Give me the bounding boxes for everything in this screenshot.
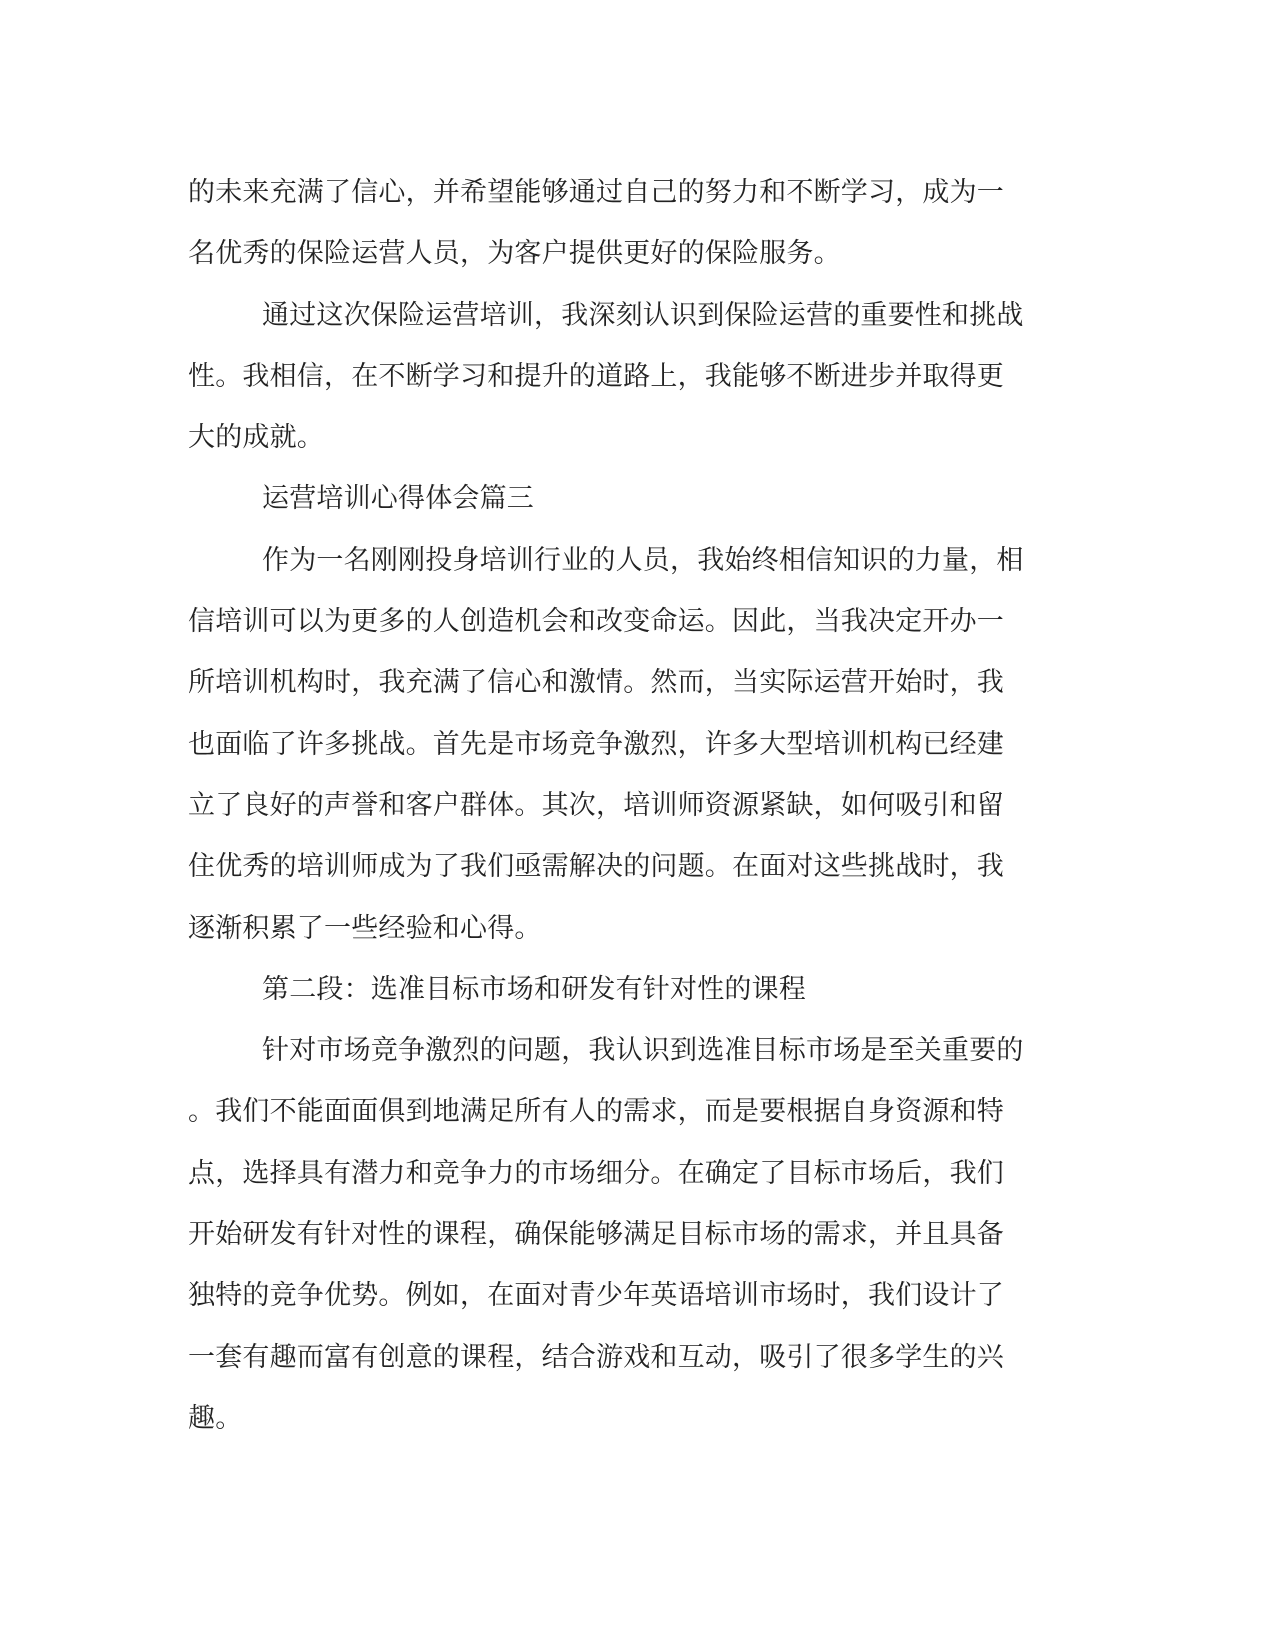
text-line: 的未来充满了信心，并希望能够通过自己的努力和不断学习，成为一: [188, 177, 1004, 208]
text-line: 作为一名刚刚投身培训行业的人员，我始终相信知识的力量，相: [262, 544, 1024, 576]
text-line: 。我们不能面面俱到地满足所有人的需求，而是要根据自身资源和特: [188, 1096, 1004, 1128]
text-line: 逐渐积累了一些经验和心得。: [188, 912, 542, 944]
text-line: 性。我相信，在不断学习和提升的道路上，我能够不断进步并取得更: [188, 360, 1004, 392]
text-line: 所培训机构时，我充满了信心和激情。然而，当实际运营开始时，我: [188, 667, 1004, 699]
document-body: [188, 162, 1068, 1449]
text-line: 趣。: [188, 1402, 243, 1434]
text-line: 住优秀的培训师成为了我们亟需解决的问题。在面对这些挑战时，我: [188, 851, 1004, 883]
text-line: 一套有趣而富有创意的课程，结合游戏和互动，吸引了很多学生的兴: [188, 1341, 1004, 1373]
text-line: 开始研发有针对性的课程，确保能够满足目标市场的需求，并且具备: [188, 1219, 1004, 1251]
text-line: 针对市场竞争激烈的问题，我认识到选准目标市场是至关重要的: [262, 1035, 1024, 1067]
text-line: 名优秀的保险运营人员，为客户提供更好的保险服务。: [188, 238, 841, 270]
text-line: 也面临了许多挑战。首先是市场竞争激烈，许多大型培训机构已经建: [188, 728, 1004, 760]
text-line: 点，选择具有潜力和竞争力的市场细分。在确定了目标市场后，我们: [188, 1157, 1004, 1189]
text-line: 信培训可以为更多的人创造机会和改变命运。因此，当我决定开办一: [188, 606, 1004, 638]
section-heading: 第二段：选准目标市场和研发有针对性的课程: [262, 973, 806, 1005]
text-line: 独特的竞争优势。例如，在面对青少年英语培训市场时，我们设计了: [188, 1280, 1004, 1312]
text-line: 立了良好的声誉和客户群体。其次，培训师资源紧缺，如何吸引和留: [188, 789, 1004, 821]
text-line: 大的成就。: [188, 422, 324, 454]
section-heading: 运营培训心得体会篇三: [262, 483, 534, 515]
text-line: 通过这次保险运营培训，我深刻认识到保险运营的重要性和挑战: [262, 299, 1024, 331]
